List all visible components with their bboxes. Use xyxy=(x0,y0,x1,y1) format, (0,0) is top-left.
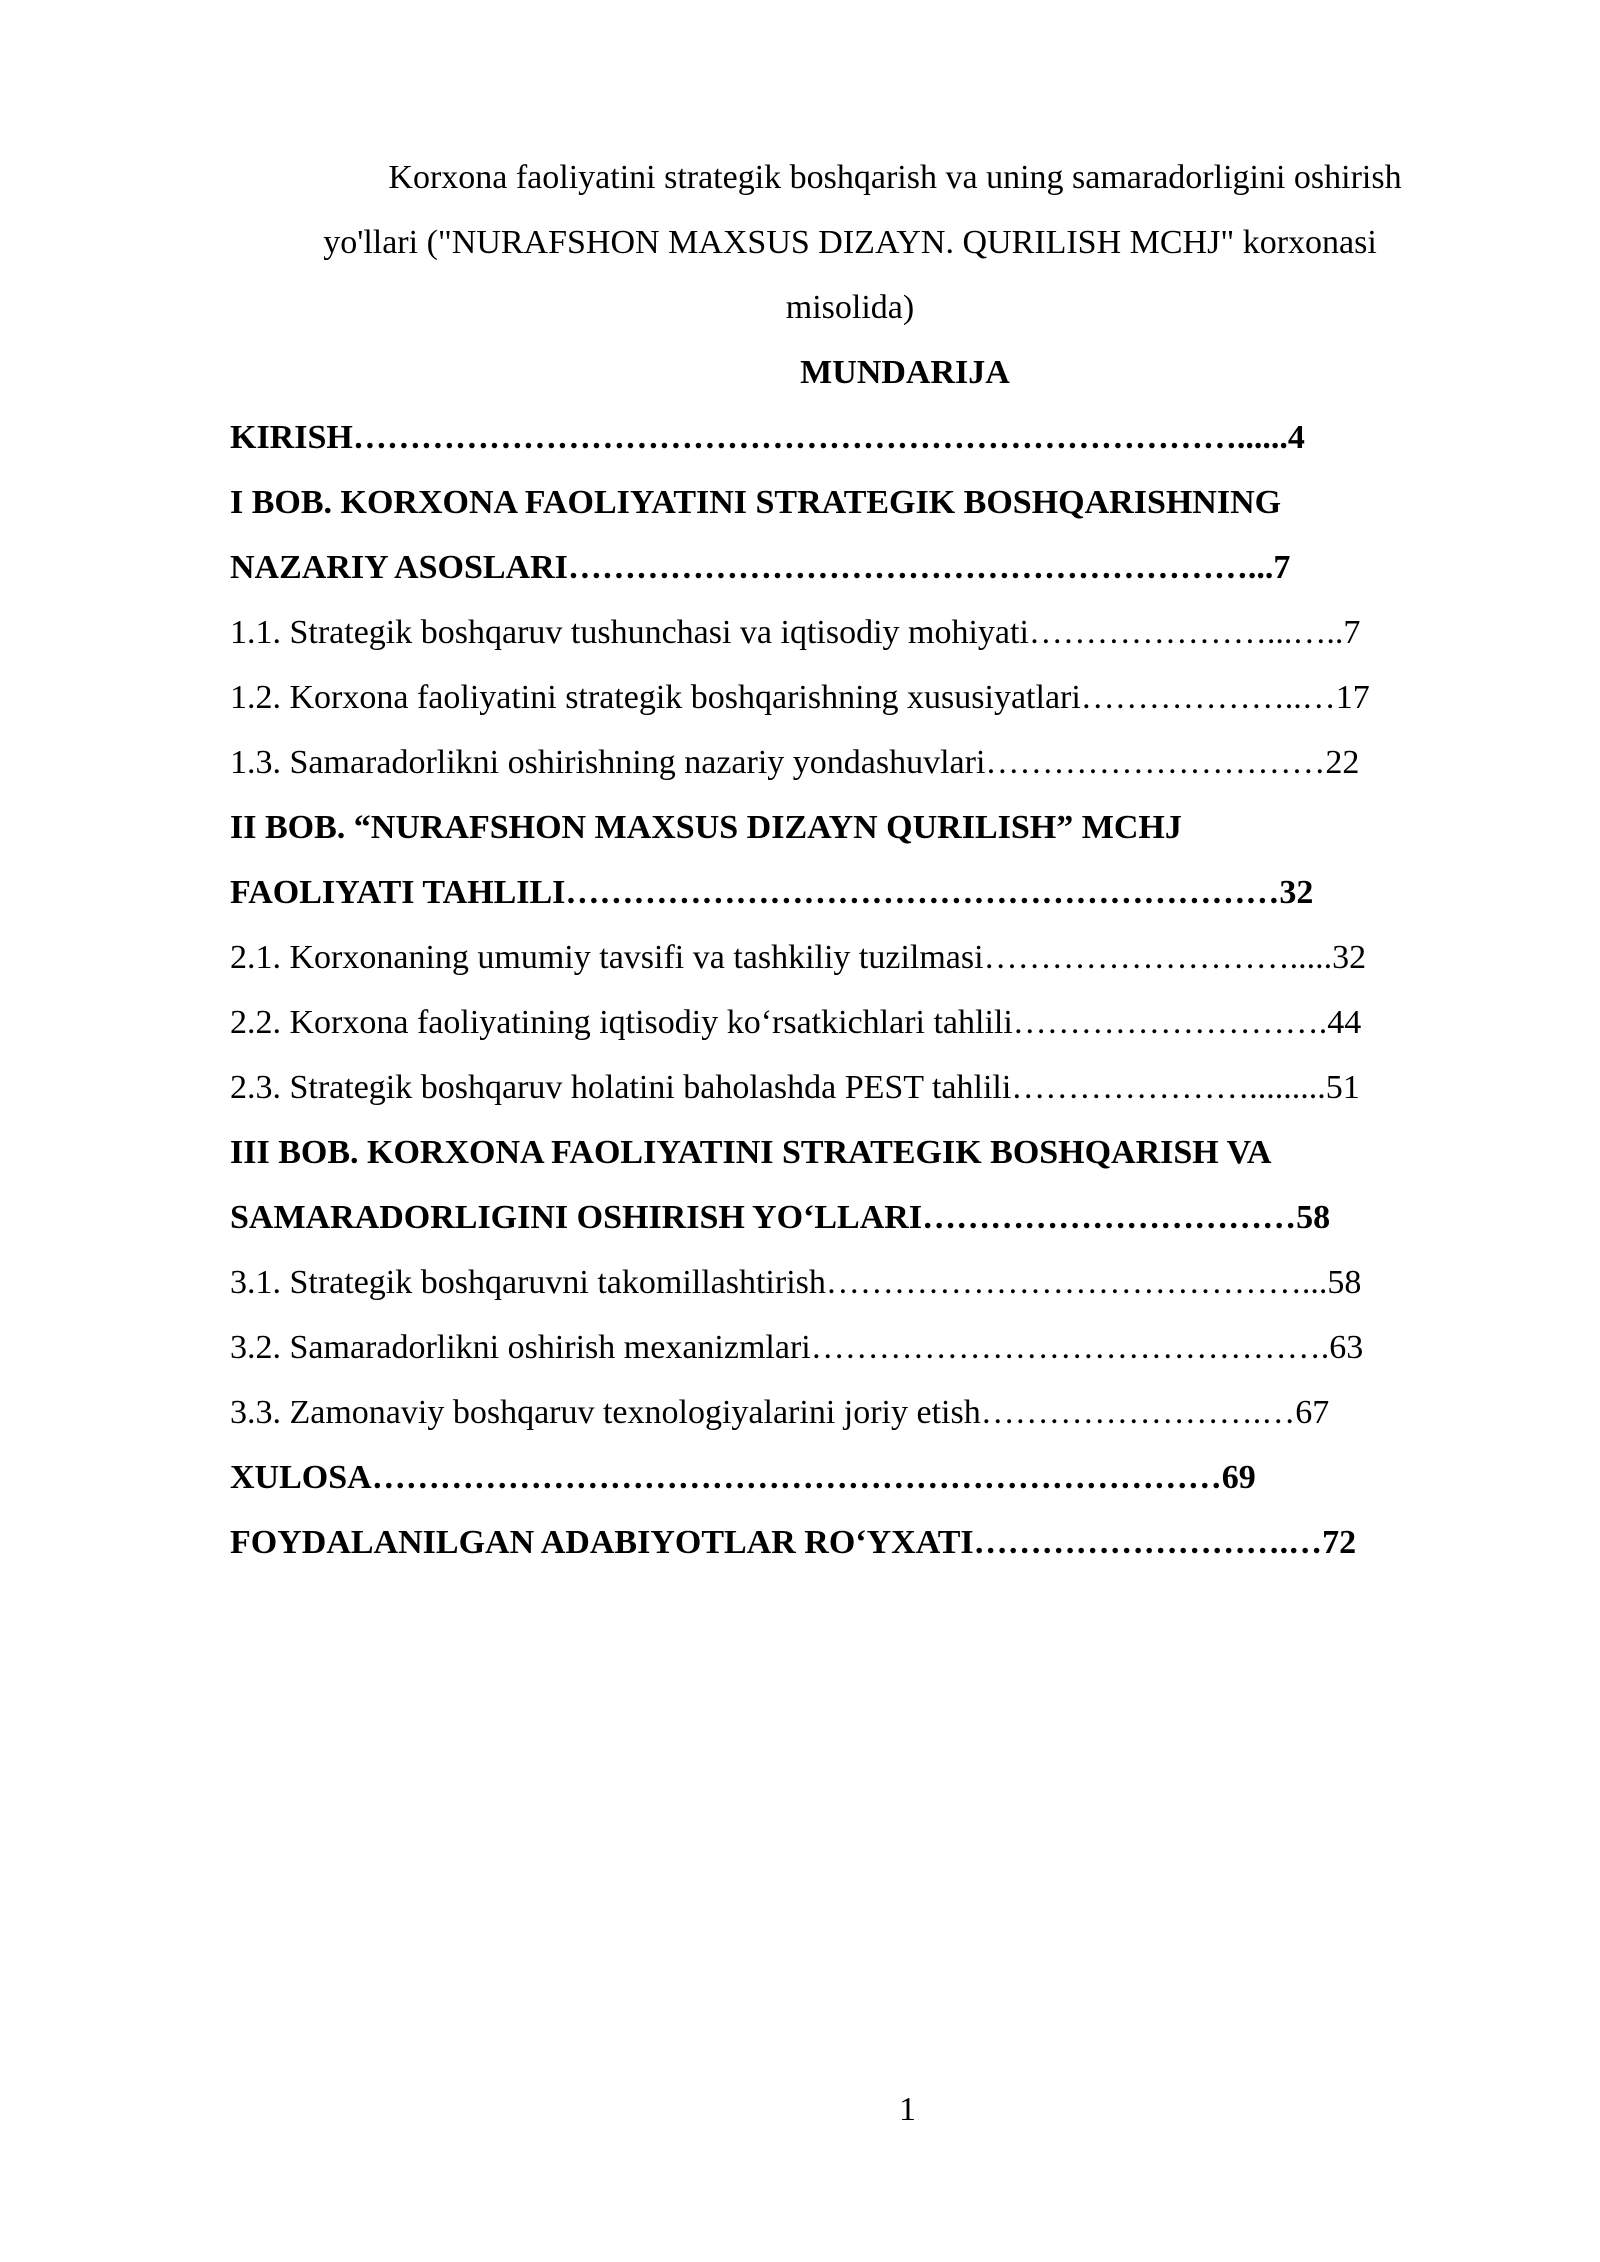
toc-entry: FAOLIYATI TAHLILI………………………………………………………32 xyxy=(230,874,1314,911)
toc-entry: KIRISH……………………………………………………………………......4 xyxy=(230,419,1305,456)
toc-entry: III BOB. KORXONA FAOLIYATINI STRATEGIK BOSHQARISH VA xyxy=(230,1134,1272,1171)
title-line: Korxona faoliyatini strategik boshqarish va uning samaradorligini oshirish xyxy=(388,159,1402,196)
toc-entry: 2.3. Strategik boshqaruv holatini baholashda PEST tahlili………………….........51 xyxy=(230,1069,1360,1106)
title-line: misolida) xyxy=(785,289,915,326)
toc-entry: XULOSA…………………………………………………………………69 xyxy=(230,1459,1256,1496)
toc-entry: II BOB. “NURAFSHON MAXSUS DIZAYN QURILISH” MCHJ xyxy=(230,809,1182,846)
toc-entry: 1.2. Korxona faoliyatini strategik boshqarishning xususiyatlari………………..…17 xyxy=(230,679,1370,716)
toc-entry: 1.3. Samaradorlikni oshirishning nazariy yondashuvlari…………………………22 xyxy=(230,744,1360,781)
toc-entry: SAMARADORLIGINI OSHIRISH YO‘LLARI……………………………58 xyxy=(230,1199,1331,1236)
toc-entry: NAZARIY ASOSLARI……………………………………………………...7 xyxy=(230,549,1291,586)
title-line: yo'llari ("NURAFSHON MAXSUS DIZAYN. QURILISH MCHJ" korxonasi xyxy=(323,224,1377,261)
toc-entry: 2.1. Korxonaning umumiy tavsifi va tashkiliy tuzilmasi……………………….....32 xyxy=(230,939,1367,976)
toc-entry: FOYDALANILGAN ADABIYOTLAR RO‘YXATI……………………….…72 xyxy=(230,1524,1357,1561)
table-of-contents xyxy=(230,405,1500,1575)
toc-entry: 3.2. Samaradorlikni oshirish mexanizmlari……………………………………….63 xyxy=(230,1329,1364,1366)
toc-heading: MUNDARIJA xyxy=(800,354,1010,391)
toc-entry: 3.3. Zamonaviy boshqaruv texnologiyalarini joriy etish…………………….…67 xyxy=(230,1394,1330,1431)
toc-entry: 3.1. Strategik boshqaruvni takomillashtirish……………………………………...58 xyxy=(230,1264,1362,1301)
page-number: 1 xyxy=(899,2091,916,2128)
toc-entry: I BOB. KORXONA FAOLIYATINI STRATEGIK BOSHQARISHNING xyxy=(230,484,1282,521)
toc-entry: 1.1. Strategik boshqaruv tushunchasi va iqtisodiy mohiyati…………………...…..7 xyxy=(230,614,1361,651)
document-title xyxy=(230,145,1470,340)
toc-entry: 2.2. Korxona faoliyatining iqtisodiy ko‘rsatkichlari tahlili……………………….44 xyxy=(230,1004,1362,1041)
